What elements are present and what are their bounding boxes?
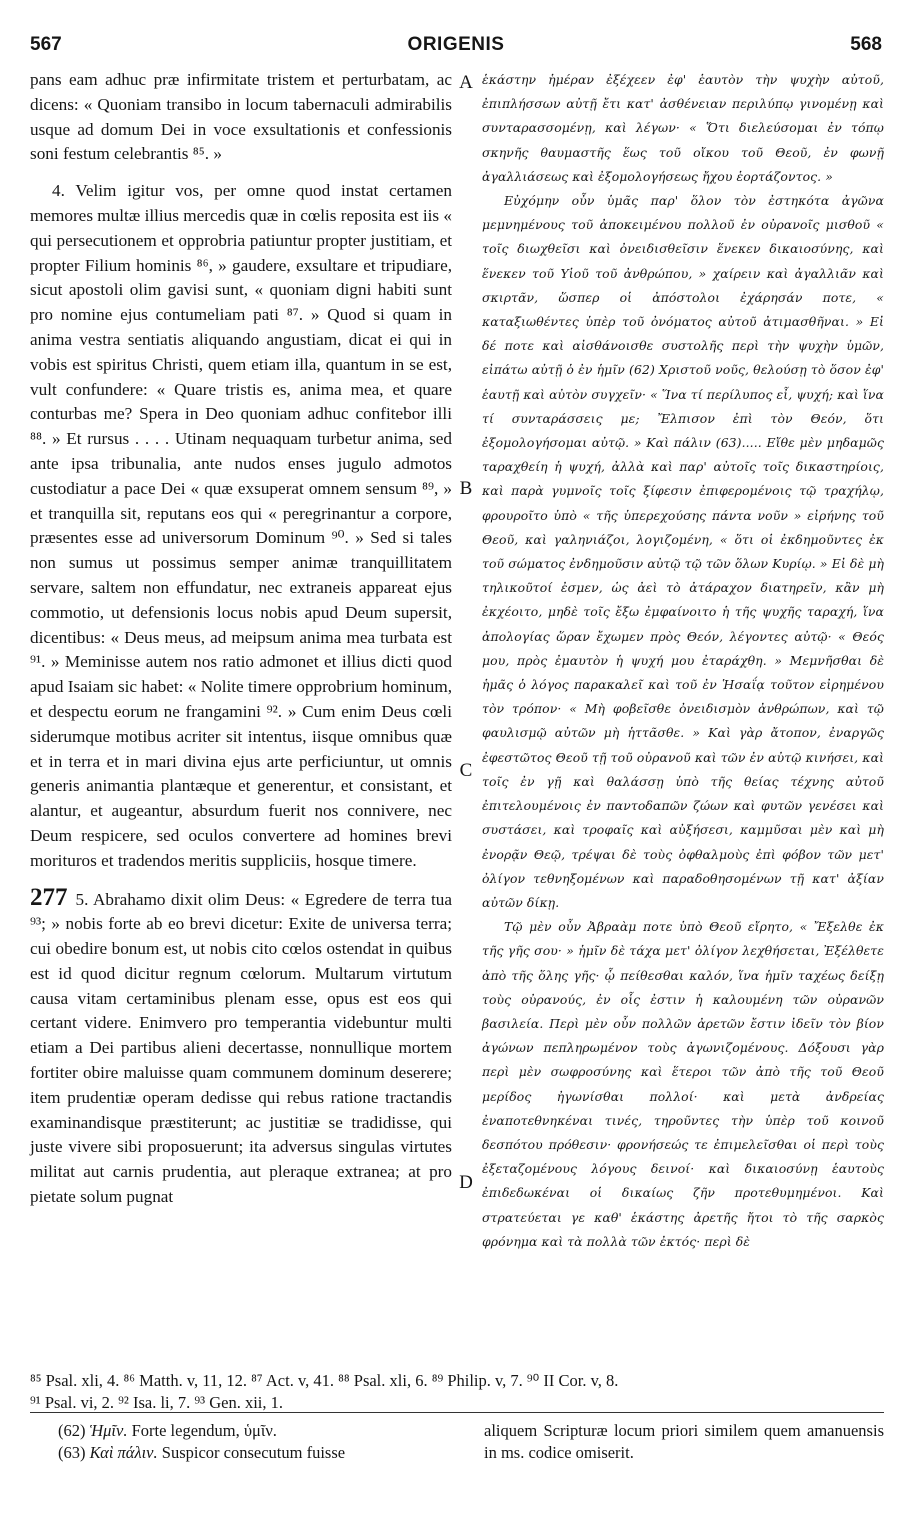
greek-column	[482, 68, 884, 1254]
footnote-63-text: Suspicor consecutum fuisse	[157, 1443, 346, 1462]
footnote-62-text: Forte legendum, ὑμῖν.	[127, 1421, 277, 1440]
section-number-277: 277	[30, 883, 68, 911]
footnotes-left	[58, 1420, 458, 1464]
scripture-references	[30, 1370, 884, 1414]
latin-paragraph-3-text: 5. Abrahamo dixit olim Deus: « Egredere de terra tua ⁹³; » nobis forte ab eo brevi dicetur: Exite de universa terra; cui obedire bonum est, ut nobis cito cœlos ostendat in quibus est id quod dicitur regnum cœlorum. Multarum virtutum causa vitam certaminibus plenam esse, opus est eos qui certant videre. Enimvero pro temperantia videbuntur multi etiam a Dei partibus alieni decertasse, nonnullique mortem fortiter obire maluisse quam communem dominum deserere; item prudentiæ operam dedisse qui rebus ratione tractandis examinandisque præstiterunt; ac justitiæ se tradidisse, qui juste vivere sibi proposuerunt; ita adversus singulas virtutes militat aut carnis prudentia, aut pleraque extranea; at pro pietate solum pugnat	[30, 889, 452, 1207]
latin-paragraph-2: 4. Velim igitur vos, per omne quod instat certamen memores multæ illius mercedis quæ in cœlis reposita est iis « qui persecutionem et opprobria patiuntur propter justitiam, et propter Filium hominis ⁸⁶, » gaudere, exsultare et tripudiare, sicut apostoli olim gavisi sunt, « quoniam digni habiti sunt pro nomine ejus contumeliam pati ⁸⁷. » Quod si quam in anima vestra sentiatis aliquando angustiam, dicat ei qui in vobis est spiritus Christi, quem etiam illa, quantum in se est, vult confundere: « Quare tristis es, anima mea, et quare conturbas me? Spera in Deo quoniam adhuc confitebor illi ⁸⁸. » Et rursus . . . . Utinam nequaquam turbetur anima, sed ante ipsa tribunalia, ante nudos enses jugulo admotos custodiatur a pace Dei « quæ exsuperat omnem sensum ⁸⁹, » et tranquilla sit, reputans eos qui « peregrinantur a corpore, præsentes esse ad universorum Dominum ⁹⁰. » Sed si tales non sumus ut possimus semper animæ tranquillitatem servare, saltem non effundatur, nec extraneis appareat ejus commotio, ut defensionis locus nobis apud Deum supersit, dicentibus: « Deus meus, ad meipsum anima mea turbata est ⁹¹. » Meminisse autem nos ratio admonet et illius dicti quod apud Isaiam sic habet: « Nolite timere opprobrium hominum, et despectu eorum ne frangamini ⁹². » Cum enim Deus cœli siderumque motibus acriter sit intentus, iisque omnibus quæ et in terra et in mari divina ejus arte perficiuntur, ut omnis generis animantia plantæque et generentur, et consistant, et alantur, et augeantur, absurdum fuerit nos connivere, nec Deum respicere, sed oculos convertere ad homines brevi morituros et tradendos meritis suppliciis, hosque timere.	[30, 181, 453, 870]
margin-letter-d: D	[459, 1172, 473, 1193]
latin-column	[30, 68, 452, 1210]
references-line-1: ⁸⁵ Psal. xli, 4. ⁸⁶ Matth. v, 11, 12. ⁸⁷ Act. v, 41. ⁸⁸ Psal. xli, 6. ⁸⁹ Philip. v, 7. ⁹⁰ II Cor. v, 8.	[30, 1371, 619, 1390]
footnote-63	[58, 1442, 458, 1464]
page-number-right: 568	[850, 34, 882, 55]
footnote-divider	[30, 1412, 884, 1413]
page-number-left: 567	[30, 34, 62, 55]
footnotes-right	[484, 1420, 884, 1464]
greek-paragraph-3: Τῷ μὲν οὖν Ἀβραὰμ ποτε ὑπὸ Θεοῦ εἴρητο, « Ἔξελθε ἐκ τῆς γῆς σου· » ἡμῖν δὲ τάχα μετ' ὀλίγον λεχθήσεται, Ἐξέλθετε ἀπὸ τῆς ὅλης γῆς· ᾧ πείθεσθαι καλόν, ἵνα ἡμῖν ταχέως δείξῃ τοὺς οὐρανούς, ἐν οἷς ἐστιν ἡ καλουμένη τῶν οὐρανῶν βασιλεία. Περὶ μὲν οὖν πολλῶν ἀρετῶν ἔστιν ἰδεῖν τὸν βίον ἀγώνων πεπληρωμένον τοὺς ἀγωνιζομένους. Δόξουσι γὰρ περὶ μὲν σωφροσύνης καὶ ἕτεροι τῶν ἀπὸ τῆς τοῦ Θεοῦ μερίδος ἠγωνίσθαι πολλοί· καὶ μετὰ ἀνδρείας ἐναποτεθνηκέναι τινές, τηροῦντες τὴν ὑπὲρ τοῦ κοινοῦ δεσπότου πρόθεσιν· φρονήσεώς τε ἐπιμελεῖσθαι οἱ περὶ τοὺς ἐξεταζομένους λόγους δεινοί· καὶ δικαιοσύνῃ ἑαυτοὺς ἐπιδεδωκέναι οἱ δικαίως ζῆν προτεθυμημένοι. Καὶ στρατεύεται γε καθ' ἑκάστης ἀρετῆς ἤτοι τὸ τῆς σαρκὸς φρόνημα καὶ τὰ πολλὰ τῶν ἐκτός· περὶ δὲ	[482, 919, 884, 1249]
references-line-2: ⁹¹ Psal. vi, 2. ⁹² Isa. li, 7. ⁹³ Gen. xii, 1.	[30, 1393, 284, 1412]
footnote-63-word: Καὶ πάλιν.	[89, 1443, 158, 1462]
latin-paragraph-3	[30, 883, 452, 1210]
latin-paragraph-1: pans eam adhuc præ infirmitate tristem et perturbatam, ac dicens: « Quoniam transibo in locum tabernaculi admirabilis usque ad domum Dei in voce exsultationis et confessionis soni festum celebrantis ⁸⁵. »	[30, 70, 452, 164]
margin-letters	[454, 60, 478, 1360]
footnote-63-continuation: aliquem Scripturæ locum priori similem quem amanuensis in ms. codice omiserit.	[484, 1421, 884, 1462]
page-title: ORIGENIS	[407, 34, 505, 55]
margin-letter-b: B	[459, 478, 473, 499]
footnote-63-number: (63)	[58, 1443, 86, 1462]
margin-letter-a: A	[459, 72, 473, 93]
margin-letter-c: C	[459, 760, 473, 781]
greek-paragraph-1: ἑκάστην ἡμέραν ἐξέχεεν ἐφ' ἑαυτὸν τὴν ψυχὴν αὐτοῦ, ἐπιπλήσσων αὐτῇ ἔτι κατ' ἀσθένειαν περιλύπῳ γινομένῃ καὶ συνταρασσομένῃ, καὶ λέγων· « Ὅτι διελεύσομαι ἐν τόπῳ σκηνῆς θαυμαστῆς ἕως τοῦ οἴκου τοῦ Θεοῦ, ἐν φωνῇ ἀγαλλιάσεως καὶ ἐξομολογήσεως ἤχου ἑορτάζοντος. »	[482, 72, 884, 184]
footnote-62-number: (62)	[58, 1421, 86, 1440]
greek-paragraph-2: Εὐχόμην οὖν ὑμᾶς παρ' ὅλον τὸν ἐστηκότα ἀγῶνα μεμνημένους τοῦ ἀποκειμένου πολλοῦ ἐν οὐρανοῖς μισθοῦ « τοῖς διωχθεῖσι καὶ ὀνειδισθεῖσιν ἕνεκεν δικαιοσύνης, καὶ ἕνεκεν τοῦ Υἱοῦ τοῦ ἀνθρώπου, » χαίρειν καὶ ἀγαλλιᾶν καὶ σκιρτᾶν, ὥσπερ οἱ ἀπόστολοι ἐχάρησάν ποτε, « καταξιωθέντες ὑπὲρ τοῦ ὀνόματος αὐτοῦ ἀτιμασθῆναι. » Εἰ δέ ποτε καὶ αἰσθάνοισθε συστολῆς περὶ τὴν ψυχὴν ὑμῶν, εἰπάτω αὐτῇ ὁ ἐν ἡμῖν (62) Χριστοῦ νοῦς, θελούσῃ τὸ ὅσον ἐφ' ἑαυτῇ καὶ αὐτὸν συγχεῖν· « Ἵνα τί περίλυπος εἶ, ψυχή; καὶ ἵνα τί συνταράσσεις με; Ἔλπισον ἐπὶ τὸν Θεόν, ὅτι ἐξομολογήσομαι αὐτῷ. » Καὶ πάλιν (63)..... Εἴθε μὲν μηδαμῶς ταραχθείη ἡ ψυχή, ἀλλὰ καὶ παρ' αὐτοῖς τοῖς δικαστηρίοις, καὶ παρὰ γυμνοῖς τοῖς ξίφεσιν ἐπιφερομένοις τῷ τραχήλῳ, φρουροῖτο ὑπὸ « τῆς ὑπερεχούσης πάντα νοῦν » εἰρήνης τοῦ Θεοῦ, καὶ γαληνιάζοι, λογιζομένη, « ὅτι οἱ ἐκδημοῦντες ἐκ τοῦ σώματος ἐνδημοῦσιν αὐτῷ τῷ τῶν ὅλων Κυρίῳ. » Εἰ δὲ μὴ τηλικοῦτοί ἐσμεν, ὡς ἀεὶ τὸ ἀτάραχον διατηρεῖν, κἂν μὴ ἐκχέοιτο, μηδὲ τοῖς ἔξω ἐμφαίνοιτο ἡ τῆς ψυχῆς ταραχή, ἵνα ἀπολογίας ὥραν ἔχωμεν πρὸς Θεόν, λέγοντες αὐτῷ· « Θεός μου, πρὸς ἐμαυτὸν ἡ ψυχή μου ἐταράχθη. » Μεμνῆσθαι δὲ ἡμᾶς ὁ λόγος παρακαλεῖ καὶ τοῦ ἐν Ἡσαΐᾳ τοῦτον εἰρημένου τὸν τρόπον· « Μὴ φοβεῖσθε ὀνειδισμὸν ἀνθρώπων, καὶ τῷ φαυλισμῷ αὐτῶν μὴ ἡττᾶσθε. » Καὶ γὰρ ἄτοπον, ἐναργῶς ἐφεστῶτος Θεοῦ τῇ τοῦ οὐρανοῦ καὶ τῶν ἐν αὐτῷ κινήσει, καὶ τοῖς ἐν γῇ καὶ θαλάσσῃ ὑπὸ τῆς θείας τέχνης αὐτοῦ ἐπιτελουμένοις ἐν παντοδαπῶν ζώων καὶ φυτῶν γενέσει καὶ συστάσει, καὶ τροφαῖς καὶ αὐξήσεσι, καμμῦσαι μὲν καὶ μὴ ἐνορᾷν Θεῷ, τρέψαι δὲ τοὺς ὀφθαλμοὺς ἐπὶ φόβον τῶν μετ' ὀλίγον τεθνηξομένων καὶ παραδοθησομένων τῇ κατ' ἀξίαν αὐτῶν δίκῃ.	[482, 193, 884, 910]
footnote-62-word: Ἡμῖν.	[89, 1421, 128, 1440]
running-head	[30, 28, 882, 58]
footnote-62	[58, 1420, 458, 1442]
